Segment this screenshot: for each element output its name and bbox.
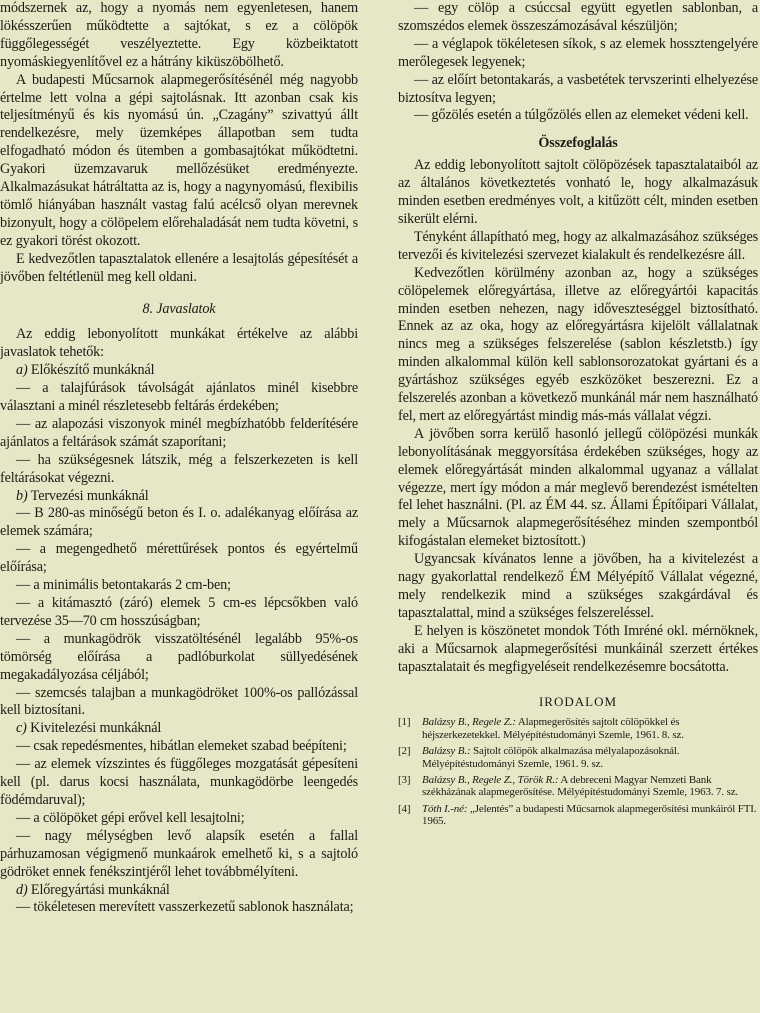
references-heading: IRODALOM <box>538 693 618 709</box>
list-item: — az elemek vízszintes és függőleges mozgatását gépesíteni kell (pl. darus kocsi használata, munkagödörbe leengedés födémdaruval); <box>0 756 358 808</box>
reference-number: [4] <box>398 802 411 815</box>
list-item: — ha szükségesnek látszik, még a felszerkezeten is kell feltárásokat végezni. <box>0 451 358 486</box>
paragraph: Kedvezőtlen körülmény azonban az, hogy a szükséges cölöpelemek előregyártása, illetve az előregyártói kapacitás minden esetben nehezen, nagy időveszteséggel biztosítható. Ennek az az oka, hogy az előregyártásra kijelölt vállalatnak nincs meg a szükséges felszerelése (sablon készletstb.) így minden alkalommal külön kell sablonsorozatokat gyártani és a gyártáshoz szükséges egyéb eszközöket beszerezni. Ez a felszerelés azonban a következő munkánál már nem használható fel, mert az előregyártást mindig más-más vállalat végzi. <box>398 264 758 424</box>
subheading-title: Tervezési munkáknál <box>27 487 149 504</box>
reference-text <box>422 716 758 741</box>
list-item: — a cölöpöket gépi erővel kell lesajtolni; <box>16 809 245 826</box>
reference-number: [3] <box>398 774 411 787</box>
reference-number: [1] <box>398 716 411 729</box>
reference-author: Balázsy B., Regele Z.: <box>422 716 516 729</box>
subheading <box>0 362 358 380</box>
subheading-title: Előkészítő munkáknál <box>27 362 155 379</box>
paragraph: E kedvezőtlen tapasztalatok ellenére a lesajtolás gépesítését a jövőben feltétlenül meg kell oldani. <box>0 250 358 285</box>
list-item: — a megengedhető mérettűrések pontos és egyértelmű előírása; <box>0 541 358 576</box>
reference-title: A debreceni Magyar Nemzeti Bank székházának alapmegerősítése. Mélyépítéstudományi Szemle, 1963. 7. sz. <box>422 774 739 799</box>
list-item: — csak repedésmentes, hibátlan elemeket szabad beépíteni; <box>16 738 347 755</box>
subheading-letter: b) <box>16 487 28 504</box>
list-item: — a minimális betontakarás 2 cm-ben; <box>16 577 231 594</box>
subheading-letter: a) <box>16 362 28 379</box>
reference-item <box>398 774 758 799</box>
paragraph: Az eddig lebonyolított sajtolt cölöpözések tapasztalataiból az az általános következtetés vonható le, hogy alkalmazásuk minden esetben eredményes volt, a kitűzött célt, minden esetben sikerült elérni. <box>398 157 758 227</box>
paragraph: Ugyancsak kívánatos lenne a jövőben, ha a kivitelezést a nagy gyakorlattal rendelkező ÉM Mélyépítő Vállalat végezné, mely rendelkezik mind a szükséges szakgárdával és tapasztalattal, mind a szükséges felszereléssel. <box>398 551 758 621</box>
subheading <box>0 488 358 506</box>
subheading-letter: c) <box>16 720 27 737</box>
list-item: — B 280-as minőségű beton és I. o. adalékanyag előírása az elemek számára; <box>0 505 358 540</box>
reference-item <box>398 745 758 770</box>
section-heading: Összefoglalás <box>538 135 618 152</box>
subheading-title: Előregyártási munkáknál <box>27 881 170 898</box>
reference-text <box>422 745 758 770</box>
list-item: — az alapozási viszonyok minél megbízhatóbb felderítésére ajánlatos a feltárások számát szaporítani; <box>0 415 358 450</box>
subheading <box>0 720 358 738</box>
list-item: — tökéletesen merevített vasszerkezetű sablonok használata; <box>16 899 354 916</box>
reference-title: Sajtolt cölöpök alkalmazása mélyalapozásoknál. Mélyépítéstudományi Szemle, 1961. 9. sz. <box>422 745 680 770</box>
list-item: — nagy mélységben levő alapsík esetén a fallal párhuzamosan végigmenő munkaárok emelhető ki, s a sajtoló gödröket ennek fenékszintjéről lehet továbbmélyíteni. <box>0 827 358 880</box>
reference-text <box>422 803 758 828</box>
list-item: — gőzölés esetén a túlgőzölés ellen az elemeket védeni kell. <box>414 107 749 124</box>
section-heading: 8. Javaslatok <box>142 300 216 317</box>
reference-text <box>422 774 758 799</box>
right-column <box>398 0 758 832</box>
reference-title: Alapmegerősítés sajtolt cölöpökkel és héjszerkezetekkel. Mélyépítéstudományi Szemle, 1961. 8. sz. <box>422 716 684 741</box>
list-item: — szemcsés talajban a munkagödröket 100%-os pallózással kell biztosítani. <box>0 684 358 719</box>
list-item: — egy cölöp a csúccsal együtt egyetlen sablonban, a szomszédos elemek összeszámozásával készüljön; <box>398 0 758 34</box>
list-item: — a munkagödrök visszatöltésénél legalább 95%-os tömörség előírása a padlóburkolat süllyedésének megakadályozása céljából; <box>0 630 358 683</box>
subheading <box>0 882 358 900</box>
references-list <box>398 716 758 827</box>
subheading-title: Kivitelezési munkáknál <box>26 720 162 737</box>
paragraph: Az eddig lebonyolított munkákat értékelve az alábbi javaslatok tehetők: <box>0 326 358 361</box>
paragraph: A jövőben sorra kerülő hasonló jellegű cölöpözési munkák lebonyolításának meggyorsítása érdekében szükséges, hogy az elemek előregyártását minden alkalommal ugyanaz a vállalat végezze, mert így módon a már meglevő berendezést ismételten fel lehet használni. (Pl. az ÉM 44. sz. Állami Építőipari Vállalat, mely a Műcsarnok alapmegerősítéséhez minden szempontból kifogástalan elemeket biztosított.) <box>398 425 758 550</box>
paragraph: Tényként állapítható meg, hogy az alkalmazásához szükséges tervezői és kivitelezési szervezet kialakult és rendelkezésre áll. <box>398 228 758 263</box>
reference-number: [2] <box>398 745 411 758</box>
subheading-letter: d) <box>16 881 28 898</box>
list-item: — a véglapok tökéletesen síkok, s az elemek hossztengelyére merőlegesek legyenek; <box>398 35 758 70</box>
reference-title: „Jelentés” a budapesti Műcsarnok alapmegerősítési munkáiról FTI. 1965. <box>422 802 757 828</box>
list-item: — az előírt betontakarás, a vasbetétek tervszerinti elhelyezése biztosítva legyen; <box>398 71 758 106</box>
reference-author: Tóth I.-né: <box>422 802 468 815</box>
list-item: — a talajfúrások távolságát ajánlatos minél kisebbre választani a minél részletesebb feltárás érdekében; <box>0 380 358 415</box>
reference-item <box>398 803 758 828</box>
reference-author: Balázsy B., Regele Z., Török R.: <box>422 774 559 787</box>
reference-item <box>398 716 758 741</box>
left-column <box>0 0 358 917</box>
paragraph: módszernek az, hogy a nyomás nem egyenletesen, hanem lökésszerűen működtette a sajtókat, s ez a cölöpök függőlegességét veszélyeztette. Egy közbeiktatott nyomáskiegyenlítővel ez a hátrány kiküszöbölhető. <box>0 0 358 70</box>
list-item: — a kitámasztó (záró) elemek 5 cm-es lépcsőkben való tervezése 35—70 cm hosszúságban; <box>0 595 358 629</box>
reference-author: Balázsy B.: <box>422 745 471 758</box>
paragraph: E helyen is köszönetet mondok Tóth Imréné okl. mérnöknek, aki a Műcsarnok alapmegerősítési munkáinál szerzett értékes tapasztalatait és megfigyeléseit rendelkezésemre bocsátotta. <box>398 622 758 675</box>
paragraph: A budapesti Műcsarnok alapmegerősítésénél még nagyobb értelme lett volna a gépi sajtolásnak. Itt azonban csak kis teljesítményű és kis nyomású ún. „Czagány” szivattyú állt rendelkezésre, mely üzemképes állapotban sem tudta elfogadható módon és ütemben a gombasajtókat működtetni. Gyakori üzemzavaruk mellőzésüket eredményezte. Alkalmazásukat hátráltatta az is, hogy a nagynyomású, flexibilis tömlő hiányában használt vastag falú acélcső olyan merevnek bizonyult, hogy a cölöpelem előrehaladását nem tudta követni, s ez gyakori törést okozott. <box>0 71 358 249</box>
